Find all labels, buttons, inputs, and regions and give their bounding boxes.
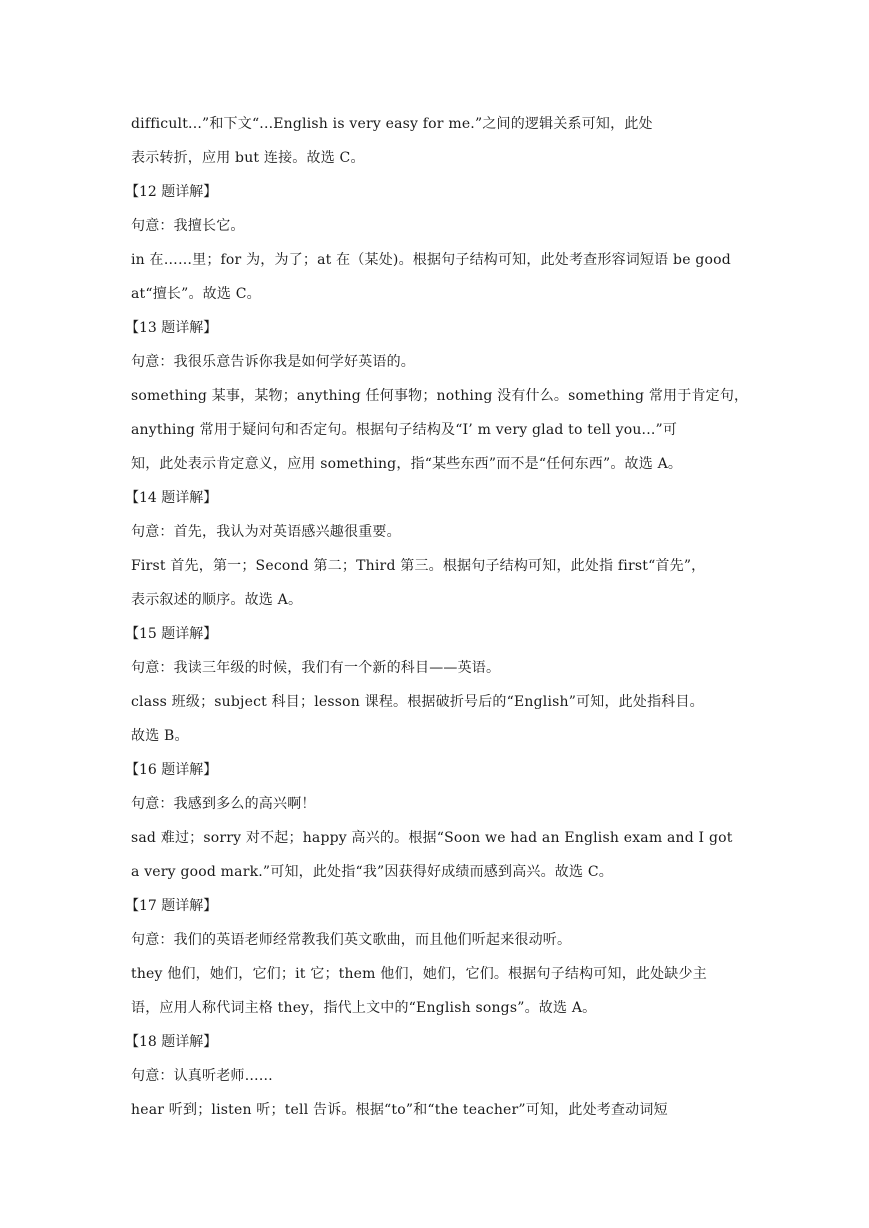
text-line: anything 常用于疑问句和否定句。根据句子结构及“I’ m very glad to tell you...”可	[131, 422, 678, 438]
sentence-meaning: 句意：我读三年级的时候，我们有一个新的科目——英语。	[131, 660, 501, 676]
question-heading-18: 【18 题详解】	[125, 1034, 218, 1050]
sentence-meaning: 句意：我很乐意告诉你我是如何学好英语的。	[131, 354, 415, 370]
text-line: they 他们，她们，它们；it 它；them 他们，她们，它们。根据句子结构可知，此处缺少主	[131, 966, 707, 982]
text-line: hear 听到；listen 听；tell 告诉。根据“to”和“the teacher”可知，此处考查动词短	[131, 1102, 668, 1118]
sentence-meaning: 句意：首先，我认为对英语感兴趣很重要。	[131, 524, 401, 540]
question-heading-16: 【16 题详解】	[125, 762, 218, 778]
text-line: sad 难过；sorry 对不起；happy 高兴的。根据“Soon we had an English exam and I got	[131, 830, 733, 846]
text-line: something 某事，某物；anything 任何事物；nothing 没有什么。something 常用于肯定句，	[131, 388, 749, 404]
text-line: 知，此处表示肯定意义，应用 something，指“某些东西”而不是“任何东西”。故选 A。	[131, 456, 683, 472]
text-line: 表示叙述的顺序。故选 A。	[131, 592, 303, 608]
text-line: at“擅长”。故选 C。	[131, 286, 261, 302]
text-line: difficult...”和下文“...English is very easy for me.”之间的逻辑关系可知，此处	[131, 116, 653, 132]
text-line: 语，应用人称代词主格 they，指代上文中的“English songs”。故选 A。	[131, 1000, 597, 1016]
text-line: class 班级；subject 科目；lesson 课程。根据破折号后的“English”可知，此处指科目。	[131, 694, 704, 710]
question-heading-15: 【15 题详解】	[125, 626, 218, 642]
text-line: in 在……里；for 为，为了；at 在（某处)。根据句子结构可知，此处考查形容词短语 be good	[131, 252, 731, 268]
question-heading-12: 【12 题详解】	[125, 184, 218, 200]
text-line: 表示转折，应用 but 连接。故选 C。	[131, 150, 365, 166]
text-line: a very good mark.”可知，此处指“我”因获得好成绩而感到高兴。故选 C。	[131, 864, 613, 880]
document-page	[125, 107, 749, 1127]
text-line: 故选 B。	[131, 728, 189, 744]
question-heading-14: 【14 题详解】	[125, 490, 218, 506]
text-line: First 首先，第一；Second 第二；Third 第三。根据句子结构可知，此处指 first“首先”，	[131, 558, 706, 574]
sentence-meaning: 句意：我们的英语老师经常教我们英文歌曲，而且他们听起来很动听。	[131, 932, 572, 948]
question-heading-13: 【13 题详解】	[125, 320, 218, 336]
sentence-meaning: 句意：我擅长它。	[131, 218, 245, 234]
question-heading-17: 【17 题详解】	[125, 898, 218, 914]
sentence-meaning: 句意：我感到多么的高兴啊！	[131, 796, 316, 812]
sentence-meaning: 句意：认真听老师……	[131, 1068, 273, 1084]
